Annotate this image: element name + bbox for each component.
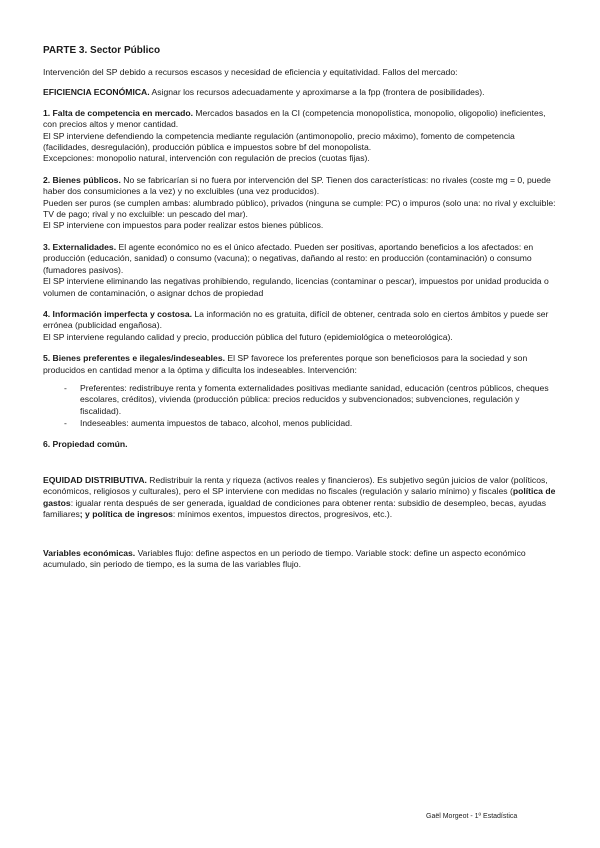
section-4-text: La información no es gratuita, difícil de obtener, centrada solo en ciertos ámbitos y puede ser errónea (publicidad engañosa). xyxy=(43,308,549,331)
variables-heading: Variables económicas. xyxy=(43,547,136,558)
section-4-line2: El SP interviene regulando calidad y precio, producción pública del futuro (epidemiológica o meteorológica). xyxy=(43,331,453,342)
equidad-text-3: : mínimos exentos, impuestos directos, progresivos, etc.). xyxy=(172,509,393,520)
section-2-text: No se fabricarían si no fuera por intervención del SP. Tienen dos características: no rivales (coste mg = 0, puede haber dos consumiciones a la vez) y no excluibles (una vez producidos). xyxy=(43,174,551,197)
list-item xyxy=(43,418,558,429)
equidad-gastos-term: política de gastos xyxy=(43,486,556,508)
eficiencia-paragraph xyxy=(43,87,558,98)
section-6-heading: 6. Propiedad común. xyxy=(43,438,128,449)
intervention-list xyxy=(43,383,558,430)
section-informacion xyxy=(43,309,558,343)
equidad-text-2: : igualar renta después de ser generada, igualdad de condiciones para obtener renta: subsidio de desempleo, becas, ayudas familiares xyxy=(43,497,547,520)
section-3-text: El agente económico no es el único afectado. Pueden ser positivas, aportando beneficios a los afectados: en producción (educación, sanidad) o consumo (vacuna); o negativas, dañando al resto: en producción (contaminación) o consumo (fumadores pasivos). xyxy=(43,241,534,275)
variables-paragraph xyxy=(43,548,558,571)
equidad-ingresos-term: ; y política de ingresos xyxy=(79,509,173,520)
dash-marker: - xyxy=(64,418,67,429)
page-footer: Gaël Morgeot - 1º Estadística xyxy=(426,813,518,820)
intro-paragraph: Intervención del SP debido a recursos escasos y necesidad de eficiencia y equitatividad. Fallos del mercado: xyxy=(43,67,458,77)
section-3-heading: 3. Externalidades. xyxy=(43,241,117,252)
section-4-heading: 4. Información imperfecta y costosa. xyxy=(43,308,193,319)
equidad-paragraph xyxy=(43,475,558,521)
section-bienes-publicos xyxy=(43,175,558,232)
section-1-heading: 1. Falta de competencia en mercado. xyxy=(43,107,193,118)
equidad-heading: EQUIDAD DISTRIBUTIVA. xyxy=(43,474,147,485)
section-1-line3: Excepciones: monopolio natural, intervención con regulación de precios (cuotas fijas). xyxy=(43,153,370,164)
section-externalidades xyxy=(43,242,558,299)
document-body xyxy=(43,45,558,579)
variables-text: Variables flujo: define aspectos en un periodo de tiempo. Variable stock: define un aspecto económico acumulado, sin periodo de tiempo, es la suma de las variables flujo. xyxy=(43,547,526,569)
spacer xyxy=(43,459,558,475)
eficiencia-text: Asignar los recursos adecuadamente y aproximarse a la fpp (frontera de posibilidades). xyxy=(149,87,485,98)
section-5-text: El SP favorece los preferentes porque son beneficiosos para la sociedad y son producidos en cantidad menor a la óptima y dificulta los indeseables. Intervención: xyxy=(43,353,528,375)
section-3-line2: El SP interviene eliminando las negativas prohibiendo, regulando, licencias (contaminar o pescar), impuestos por unidad producida o volumen de contaminación, o asignar dchos de propiedad xyxy=(43,276,549,298)
section-2-heading: 2. Bienes públicos. xyxy=(43,174,121,185)
page-title: PARTE 3. Sector Público xyxy=(43,45,161,56)
section-5-heading: 5. Bienes preferentes e ilegales/indeseables. xyxy=(43,353,225,364)
list-item xyxy=(43,383,558,417)
spacer xyxy=(43,530,558,548)
eficiencia-heading: EFICIENCIA ECONÓMICA. xyxy=(43,87,150,98)
equidad-text: Redistribuir la renta y riqueza (activos reales y financieros). Es subjetivo según juicios de valor (políticos, económicos, religiosos y culturales), pero el SP interviene con medidas no fiscales (regulación y salario mínimo) y fiscales ( xyxy=(43,474,548,497)
section-1-text: Mercados basados en la CI (competencia monopolística, monopolio, oligopolio) ineficientes, con precios altos y menor cantidad. xyxy=(43,107,546,130)
section-2-line3: El SP interviene con impuestos para poder realizar estos bienes públicos. xyxy=(43,220,324,231)
list-item-text: Indeseables: aumenta impuestos de tabaco, alcohol, menos publicidad. xyxy=(80,418,353,429)
dash-marker: - xyxy=(64,382,67,393)
section-1-line2: El SP interviene defendiendo la competencia mediante regulación (antimonopolio, precio máximo), fomento de competencia (facilidades, desregulación), producción pública e impuestos sobre bf del monopolista. xyxy=(43,130,515,153)
list-item-text: Preferentes: redistribuye renta y fomenta externalidades positivas mediante sanidad, educación (centros públicos, cheques escolares, créditos), vivienda (producción pública: precios reducidos y subvencionados; subvenciones, regulación y fiscalidad). xyxy=(80,382,549,416)
section-bienes-preferentes xyxy=(43,353,558,376)
section-competencia xyxy=(43,108,558,165)
section-2-line2: Pueden ser puros (se cumplen ambas: alumbrado público), privados (ninguna se cumple: PC) o impuros (solo una: no rival y excluible: TV de pago; rival y no excluible: un pescado del mar). xyxy=(43,197,556,220)
